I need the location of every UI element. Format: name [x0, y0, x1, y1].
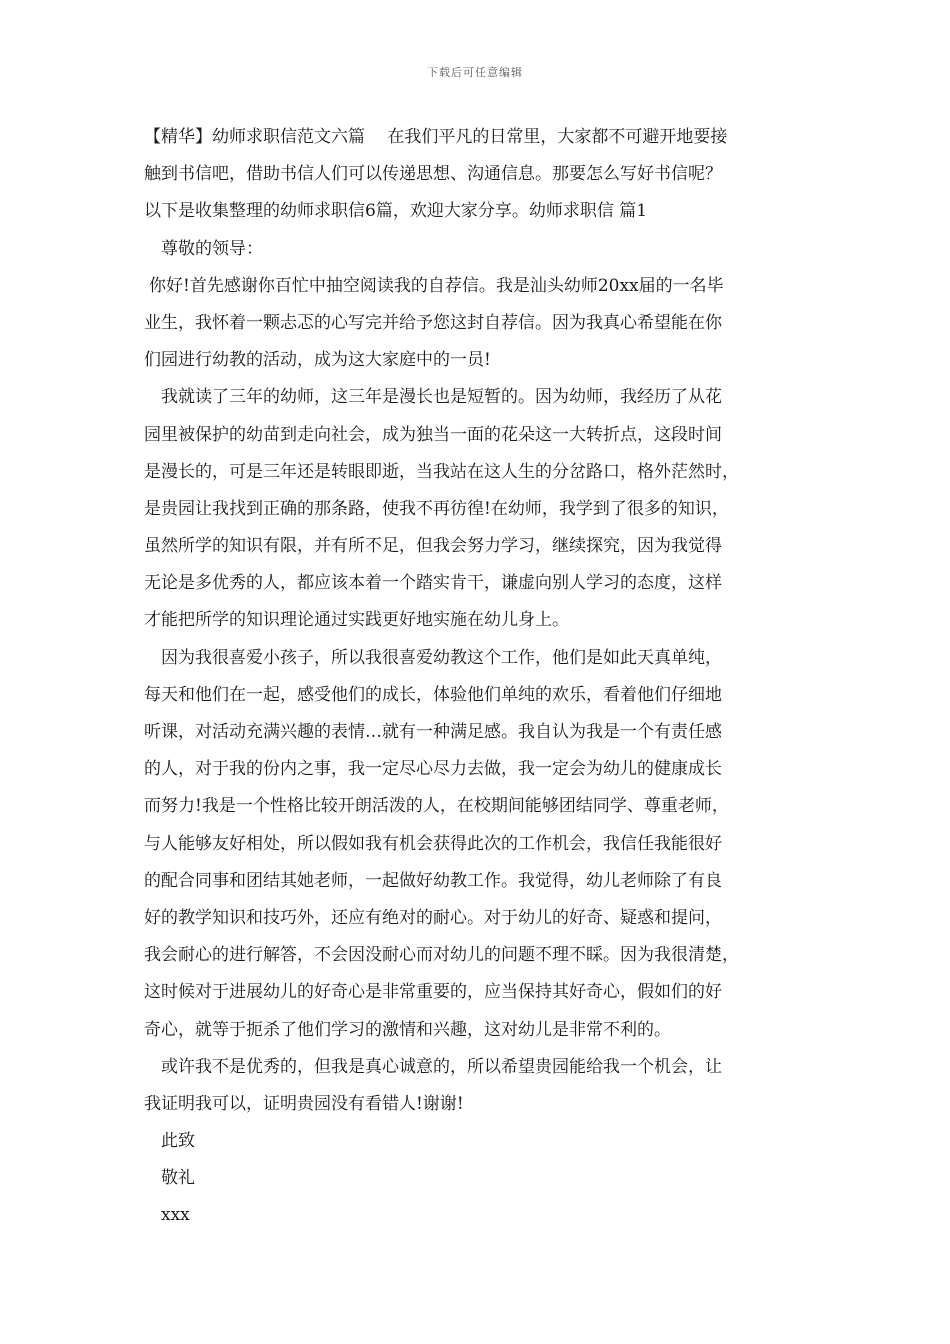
text-line: 业生，我怀着一颗忐忑的心写完并给予您这封自荐信。因为我真心希望能在你	[144, 312, 722, 333]
text-line: 你好!首先感谢你百忙中抽空阅读我的自荐信。我是汕头幼师20xx届的一名毕	[149, 275, 724, 296]
closing-line: 此致	[161, 1131, 195, 1152]
text-line: 【精华】幼师求职信范文六篇 在我们平凡的日常里，大家都不可避开地要接	[144, 127, 728, 147]
text-line: 我证明我可以，证明贵园没有看错人!谢谢!	[144, 1093, 464, 1114]
text-line: 是贵园让我找到正确的那条路，使我不再彷徨!在幼师，我学到了很多的知识，	[144, 498, 729, 519]
signature: xxx	[161, 1205, 190, 1226]
text-line: 因为我很喜爱小孩子，所以我很喜爱幼教这个工作，他们是如此天真单纯，	[161, 647, 722, 668]
text-line: 好的教学知识和技巧外，还应有绝对的耐心。对于幼儿的好奇、疑惑和提问，	[144, 907, 722, 928]
text-line: 与人能够友好相处，所以假如我有机会获得此次的工作机会，我信任我能很好	[144, 833, 722, 854]
text-line: 的人，对于我的份内之事，我一定尽心尽力去做，我一定会为幼儿的健康成长	[144, 759, 722, 780]
text-line: 这时候对于进展幼儿的好奇心是非常重要的，应当保持其好奇心，假如们的好	[144, 982, 722, 1003]
text-line: 或许我不是优秀的，但我是真心诚意的，所以希望贵园能给我一个机会，让	[161, 1056, 722, 1077]
text-line: 而努力!我是一个性格比较开朗活泼的人，在校期间能够团结同学、尊重老师，	[144, 796, 729, 817]
salutation: 尊敬的领导：	[161, 238, 263, 259]
text-line: 才能把所学的知识理论通过实践更好地实施在幼儿身上。	[144, 610, 569, 631]
document-body	[144, 119, 810, 1235]
text-line: 每天和他们在一起，感受他们的成长，体验他们单纯的欢乐，看着他们仔细地	[144, 684, 722, 705]
text-line: 以下是收集整理的幼师求职信6篇，欢迎大家分享。幼师求职信 篇1	[144, 201, 648, 222]
header-note: 下载后可任意编辑	[427, 66, 523, 79]
text-line: 是漫长的，可是三年还是转眼即逝，当我站在这人生的分岔路口，格外茫然时，	[144, 461, 739, 482]
text-line: 园里被保护的幼苗到走向社会，成为独当一面的花朵这一大转折点，这段时间	[144, 424, 722, 445]
closing-regards: 敬礼	[161, 1168, 195, 1189]
text-line: 听课，对活动充满兴趣的表情…就有一种满足感。我自认为我是一个有责任感	[144, 722, 722, 742]
text-line: 无论是多优秀的人，都应该本着一个踏实肯干，谦虚向别人学习的态度，这样	[144, 573, 722, 594]
text-line: 奇心，就等于扼杀了他们学习的激情和兴趣，这对幼儿是非常不利的。	[144, 1019, 671, 1040]
text-line: 的配合同事和团结其她老师，一起做好幼教工作。我觉得，幼儿老师除了有良	[144, 870, 722, 891]
text-line: 我就读了三年的幼师，这三年是漫长也是短暂的。因为幼师，我经历了从花	[161, 387, 722, 408]
text-line: 我会耐心的进行解答，不会因没耐心而对幼儿的问题不理不睬。因为我很清楚，	[144, 945, 739, 966]
text-line: 们园进行幼教的活动，成为这大家庭中的一员!	[144, 350, 491, 371]
text-line: 触到书信吧，借助书信人们可以传递思想、沟通信息。那要怎么写好书信呢？	[144, 164, 722, 185]
text-line: 虽然所学的知识有限，并有所不足，但我会努力学习，继续探究，因为我觉得	[144, 536, 722, 557]
